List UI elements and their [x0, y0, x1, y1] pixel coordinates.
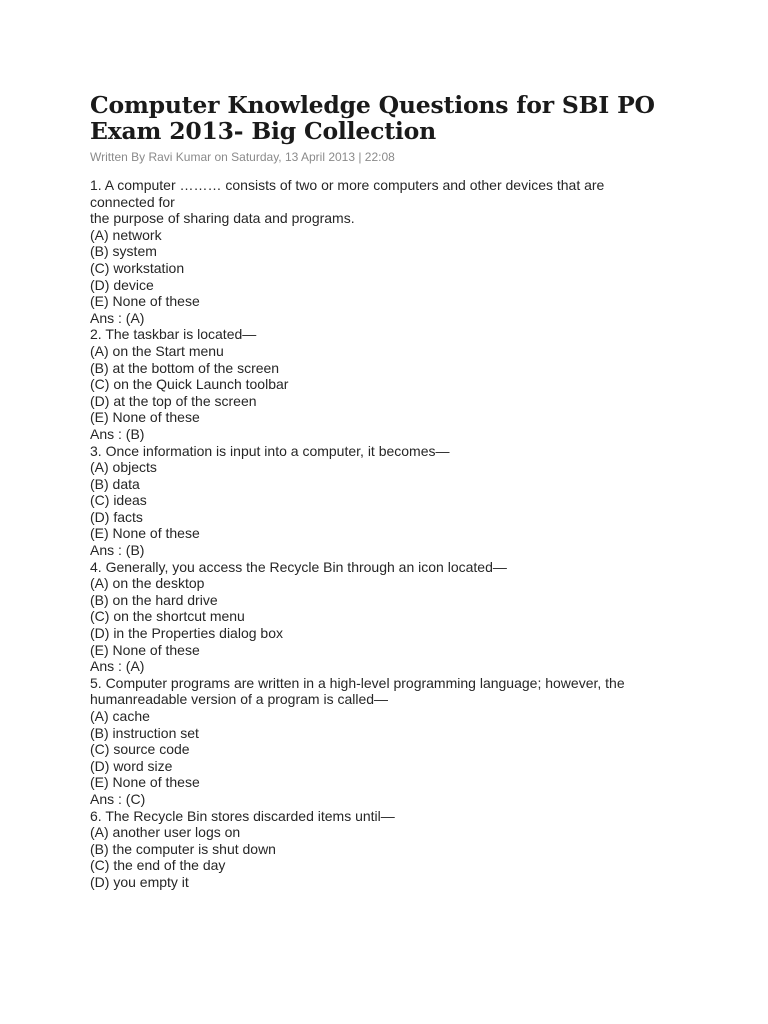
question-text: 4. Generally, you access the Recycle Bin through an icon located—: [90, 558, 507, 575]
question-text: 6. The Recycle Bin stores discarded items until—: [90, 807, 395, 824]
answer-key: Ans : (B): [90, 542, 145, 559]
answer-option: (C) ideas: [90, 492, 147, 509]
question-text: 2. The taskbar is located—: [90, 326, 257, 343]
answer-option: (B) at the bottom of the screen: [90, 359, 280, 376]
answer-option: (B) data: [90, 475, 140, 492]
answer-option: (A) objects: [90, 459, 157, 476]
answer-option: (C) the end of the day: [90, 857, 226, 874]
question-block: [90, 559, 690, 675]
question-block: [90, 326, 690, 442]
answer-option: (D) at the top of the screen: [90, 392, 257, 409]
answer-option: (E) None of these: [90, 641, 200, 658]
answer-option: (B) system: [90, 243, 157, 260]
answer-key: Ans : (C): [90, 790, 146, 807]
question-text: the purpose of sharing data and programs.: [90, 210, 355, 227]
answer-option: (A) network: [90, 226, 162, 243]
answer-option: (E) None of these: [90, 525, 200, 542]
answer-option: (C) on the shortcut menu: [90, 608, 245, 625]
answer-option: (D) device: [90, 276, 154, 293]
answer-option: (C) workstation: [90, 259, 185, 276]
answer-option: (A) cache: [90, 708, 150, 724]
answer-option: (B) on the hard drive: [90, 591, 218, 608]
answer-option: (A) another user logs on: [90, 824, 241, 841]
answer-option: (C) source code: [90, 741, 190, 758]
question-text: 1. A computer ……… consists of two or more computers and other devices that are: [90, 177, 605, 193]
article-title: Computer Knowledge Questions for SBI PO Exam 2013- Big Collection: [90, 91, 655, 145]
answer-option: (A) on the desktop: [90, 575, 205, 592]
question-block: [90, 675, 690, 808]
question-text: humanreadable version of a program is called—: [90, 691, 389, 708]
answer-option: (D) facts: [90, 508, 143, 525]
questions-list: [90, 177, 690, 891]
answer-option: (B) instruction set: [90, 724, 199, 741]
question-block: [90, 808, 690, 891]
answer-option: (A) on the Start menu: [90, 342, 224, 359]
article-byline: Written By Ravi Kumar on Saturday, 13 April 2013 | 22:08: [90, 150, 395, 164]
question-block: [90, 443, 690, 559]
answer-key: Ans : (B): [90, 425, 145, 442]
question-text: connected for: [90, 193, 175, 210]
answer-option: (E) None of these: [90, 293, 200, 310]
answer-option: (E) None of these: [90, 409, 200, 426]
answer-option: (D) word size: [90, 757, 173, 774]
answer-option: (D) in the Properties dialog box: [90, 625, 283, 642]
answer-option: (D) you empty it: [90, 873, 189, 890]
question-text: 3. Once information is input into a computer, it becomes—: [90, 442, 450, 459]
question-block: [90, 177, 690, 326]
article: [90, 92, 690, 891]
answer-key: Ans : (A): [90, 309, 145, 326]
answer-option: (B) the computer is shut down: [90, 840, 276, 857]
answer-key: Ans : (A): [90, 658, 145, 675]
answer-option: (E) None of these: [90, 774, 200, 791]
answer-option: (C) on the Quick Launch toolbar: [90, 376, 289, 393]
question-text: 5. Computer programs are written in a high-level programming language; however, the: [90, 674, 625, 691]
